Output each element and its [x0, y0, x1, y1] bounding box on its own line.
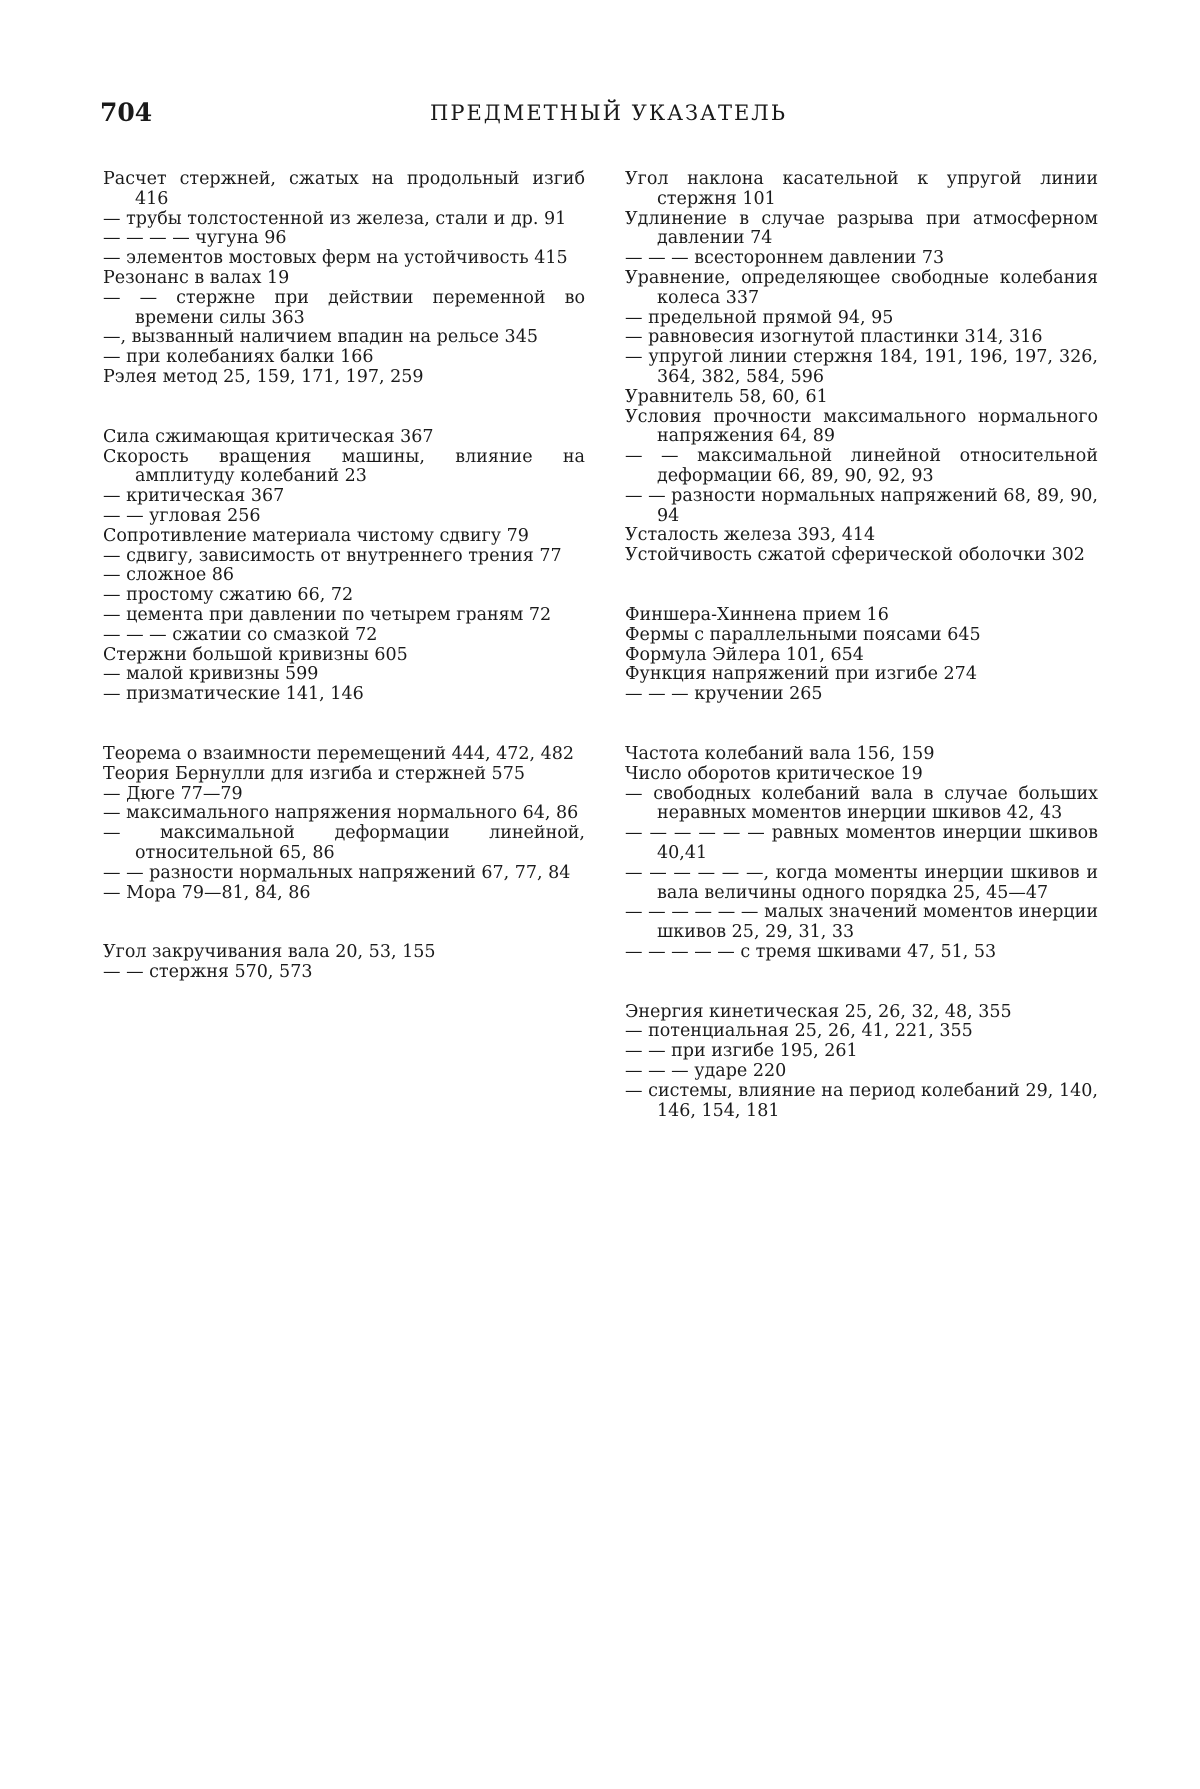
index-entry: — — — сжатии со смазкой 72 — [103, 624, 378, 645]
index-entry: — — при изгибе 195, 261 — [625, 1041, 858, 1062]
index-entry: — призматические 141, 146 — [103, 684, 364, 705]
index-section-s — [103, 428, 585, 705]
index-entry: — — разности нормальных напряжений 67, 77, 84 — [103, 862, 571, 883]
index-entry: Стержни большой кривизны 605 — [103, 644, 408, 665]
index-entry: Сопротивление материала чистому сдвигу 79 — [103, 525, 529, 546]
index-entry: — равновесия изогнутой пластинки 314, 316 — [625, 327, 1043, 348]
index-entry: — — — кручении 265 — [625, 684, 823, 705]
index-entry: Число оборотов критическое 19 — [625, 763, 923, 784]
index-entry: Расчет стержней, сжатых на продольный изгиб 416 — [103, 169, 585, 209]
index-entry: Энергия кинетическая 25, 26, 32, 48, 355 — [625, 1001, 1012, 1022]
index-entry: — — стержня 570, 573 — [103, 962, 313, 983]
index-entry: — максимального напряжения нормального 64, 86 — [103, 803, 579, 824]
index-entry: — простому сжатию 66, 72 — [103, 585, 354, 606]
index-entry: Уравнение, определяющее свободные колебания колеса 337 — [625, 267, 1098, 308]
index-entry: Функция напряжений при изгибе 274 — [625, 664, 977, 685]
index-entry: — — угловая 256 — [103, 505, 261, 526]
index-entry: — — — ударе 220 — [625, 1061, 787, 1082]
index-entry: — Мора 79—81, 84, 86 — [103, 882, 311, 903]
index-entry: Финшера-Хиннена прием 16 — [625, 604, 889, 625]
index-entry: Рэлея метод 25, 159, 171, 197, 259 — [103, 366, 424, 387]
index-entry: — системы, влияние на период колебаний 29, 140, 146, 154, 181 — [625, 1080, 1098, 1121]
index-entry: Угол закручивания вала 20, 53, 155 — [103, 942, 436, 963]
index-entry: — максимальной деформации линейной, относительной 65, 86 — [103, 823, 585, 863]
index-section-t — [103, 745, 585, 903]
index-section-e — [625, 1003, 1098, 1122]
index-entry: — — — всестороннем давлении 73 — [625, 248, 945, 269]
index-entry: Частота колебаний вала 156, 159 — [625, 743, 935, 764]
index-entry: — при колебаниях балки 166 — [103, 347, 374, 368]
index-entry: Фермы с параллельными поясами 645 — [625, 624, 981, 645]
index-entry: Удлинение в случае разрыва при атмосферном давлении 74 — [625, 208, 1098, 249]
index-section-f — [625, 606, 1098, 705]
index-section-u — [103, 943, 585, 983]
index-entry: Уравнитель 58, 60, 61 — [625, 386, 828, 407]
index-entry: Формула Эйлера 101, 654 — [625, 644, 864, 665]
index-column-right — [625, 170, 1098, 1161]
index-entry: — Дюге 77—79 — [103, 783, 243, 804]
page-title: ПРЕДМЕТНЫЙ УКАЗАТЕЛЬ — [430, 101, 787, 125]
index-entry: — — — — — с тремя шкивами 47, 51, 53 — [625, 941, 997, 962]
index-section-r — [103, 170, 585, 388]
index-entry: — элементов мостовых ферм на устойчивость 415 — [103, 248, 568, 269]
index-entry: Резонанс в валах 19 — [103, 267, 290, 288]
index-entry: — — — — чугуна 96 — [103, 228, 287, 249]
index-entry: — сдвигу, зависимость от внутреннего трения 77 — [103, 545, 562, 566]
index-entry: Теорема о взаимности перемещений 444, 472, 482 — [103, 743, 575, 764]
index-entry: Теория Бернулли для изгиба и стержней 575 — [103, 763, 525, 784]
index-entry: Устойчивость сжатой сферической оболочки 302 — [625, 545, 1085, 566]
index-entry: — свободных колебаний вала в случае больших неравных моментов инерции шкивов 42, 43 — [625, 783, 1098, 824]
index-entry: — сложное 86 — [103, 565, 235, 586]
index-entry: Скорость вращения машины, влияние на амплитуду колебаний 23 — [103, 446, 585, 487]
index-entry: — трубы толстостенной из железа, стали и др. 91 — [103, 208, 567, 229]
index-entry: — — максимальной линейной относительной деформации 66, 89, 90, 92, 93 — [625, 446, 1098, 486]
index-entry: — — разности нормальных напряжений 68, 89, 90, 94 — [625, 485, 1098, 526]
index-entry: Угол наклона касательной к упругой линии стержня 101 — [625, 169, 1098, 209]
index-entry: — критическая 367 — [103, 486, 285, 507]
index-column-left — [103, 170, 585, 1023]
page-number: 704 — [100, 98, 153, 127]
index-entry: Сила сжимающая критическая 367 — [103, 426, 434, 447]
index-entry: — — — — — — малых значений моментов инерции шкивов 25, 29, 31, 33 — [625, 902, 1098, 943]
index-section-ch — [625, 745, 1098, 963]
index-entry: — потенциальная 25, 26, 41, 221, 355 — [625, 1021, 973, 1042]
index-entry: Условия прочности максимального нормального напряжения 64, 89 — [625, 406, 1098, 447]
index-entry: — упругой линии стержня 184, 191, 196, 197, 326, 364, 382, 584, 596 — [625, 347, 1098, 387]
index-entry: Усталость железа 393, 414 — [625, 525, 876, 546]
index-entry: — — — — — — равных моментов инерции шкивов 40,41 — [625, 823, 1098, 863]
index-entry: — предельной прямой 94, 95 — [625, 307, 894, 328]
index-entry: — малой кривизны 599 — [103, 664, 319, 685]
index-entry: — цемента при давлении по четырем граням 72 — [103, 604, 552, 625]
index-entry: — — стержне при действии переменной во времени силы 363 — [103, 287, 585, 328]
index-section-u-cont — [625, 170, 1098, 566]
index-entry: — — — — — —, когда моменты инерции шкивов и вала величины одного порядка 25, 45—47 — [625, 862, 1098, 903]
index-entry: —, вызванный наличием впадин на рельсе 345 — [103, 327, 538, 348]
